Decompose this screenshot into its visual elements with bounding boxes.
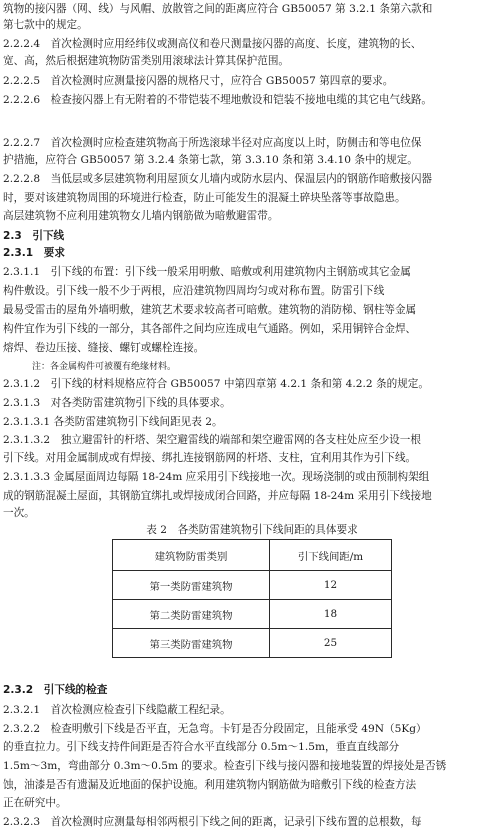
text-line: 筑物的接闪器（网、线）与风帽、放散管之间的距离应符合 GB50057 第 3.2.1 条第六款和 — [3, 3, 433, 15]
text-line: 2.3.1.3.1 各类防雷建筑物引下线间距见表 2。 — [3, 416, 223, 428]
text-line: 护措施，应符合 GB50057 第 3.2.4 条第七款，第 3.3.10 条和第 3.4.10 条中的规定。 — [3, 154, 418, 166]
table-header-cell: 建筑物防雷类别 — [113, 540, 270, 571]
text-line: 引下线。对用金属制成或有焊接、绑扎连接钢筋网的杆塔、支柱，宜利用其作为引下线。 — [3, 452, 417, 464]
table-cell: 18 — [270, 600, 392, 629]
text-line: 时，要对该建筑物周围的环境进行检查，防止可能发生的混凝土碎块坠落等事故隐患。 — [3, 192, 406, 204]
text-line: 宽、高，然后根据建筑物防雷类别用滚球法计算其保护范围。 — [3, 55, 290, 67]
table-header-cell: 引下线间距/m — [270, 540, 392, 571]
text-line: 2.3.2.1 首次检测应检查引下线隐蔽工程纪录。 — [3, 704, 231, 716]
table-cell: 第三类防雷建筑物 — [113, 629, 270, 658]
text-line: 2.3.1.1 引下线的布置：引下线一般采用明敷、暗敷或利用建筑物内主钢筋或其它金属 — [3, 266, 411, 278]
text-line: 第七款中的规定。 — [3, 19, 88, 31]
text-line: 正在研究中。 — [3, 797, 67, 809]
table-caption: 表 2 各类防雷建筑物引下线间距的具体要求 — [146, 524, 358, 536]
text-line: 高层建筑物不应利用建筑物女儿墙内钢筋做为暗敷避雷带。 — [3, 210, 279, 222]
table-cell: 25 — [270, 629, 392, 658]
table-row — [113, 629, 392, 658]
text-line: 2.2.2.8 当低层或多层建筑物利用屋顶女儿墙内或防水层内、保温层内的钢筋作暗敷接闪器 — [3, 173, 433, 185]
table-row — [113, 571, 392, 600]
table-cell: 12 — [270, 571, 392, 600]
text-line: 2.3.2.2 检查明敷引下线是否平直，无急弯。卡钉是否分段固定，且能承受 49N（5Kg） — [3, 723, 427, 735]
text-line: 熔焊、卷边压接、缝接、螺钉或螺栓连接。 — [3, 342, 205, 354]
table-row — [113, 600, 392, 629]
text-line: 构件宜作为引下线的一部分，其各部件之间均应连成电气通路。例如，采用铜锌合金焊、 — [3, 323, 417, 335]
text-line: 2.2.2.7 首次检测时应检查建筑物高于所选滚球半径对应高度以上时，防侧击和等电位保 — [3, 137, 422, 149]
table-header-row — [113, 540, 392, 571]
text-line: 最易受雷击的屋角外墙明敷，建筑艺术要求较高者可暗敷。建筑物的消防梯、钢柱等金属 — [3, 304, 417, 316]
subsection-heading: 2.3.2 引下线的检查 — [3, 684, 108, 696]
text-line: 2.3.2.3 首次检测时应测量每相邻两根引下线之间的距离，记录引下线布置的总根数，每 — [3, 816, 422, 828]
text-line: 2.2.2.6 检查接闪器上有无附着的不带铠装不埋地敷设和铠装不接地电缆的其它电气线路。 — [3, 94, 433, 106]
text-line: 的垂直拉力。引下线支持件间距是否符合水平直线部分 0.5m～1.5m，垂直直线部分 — [3, 741, 400, 753]
text-line: 1.5m～3m，弯曲部分 0.3m～0.5m 的要求。检查引下线与接闪器和接地装置的焊接处是否锈 — [3, 760, 447, 772]
note-text: 注：各金属构件可被覆有绝缘材料。 — [32, 362, 177, 372]
text-line: 2.2.2.5 首次检测时应测量接闪器的规格尺寸，应符合 GB50057 第四章的要求。 — [3, 75, 394, 87]
text-line: 蚀，油漆是否有遗漏及近地面的保护设施。利用建筑物内钢筋做为暗敷引下线的检查方法 — [3, 779, 417, 791]
text-line: 构件敷设。引下线一般不少于两根，应沿建筑物四周均匀或对称布置。防雷引下线 — [3, 285, 385, 297]
text-line: 成的钢筋混凝土屋面，其钢筋宜绑扎或焊接成闭合回路，并应每隔 18-24m 采用引下线接地 — [3, 490, 432, 502]
subsection-heading: 2.3.1 要求 — [3, 247, 65, 259]
table-cell: 第二类防雷建筑物 — [113, 600, 270, 629]
text-line: 2.3.1.3 对各类防雷建筑物引下线的具体要求。 — [3, 397, 231, 409]
text-line: 2.3.1.3.3 金属屋面周边每隔 18-24m 应采用引下线接地一次。现场浇制的或由预制构架组 — [3, 471, 430, 483]
text-line: 2.3.1.2 引下线的材料规格应符合 GB50057 中第四章第 4.2.1 条和第 4.2.2 条的规定。 — [3, 378, 429, 390]
downconductor-spacing-table — [112, 539, 392, 658]
text-line: 一次。 — [3, 507, 35, 519]
table-cell: 第一类防雷建筑物 — [113, 571, 270, 600]
text-line: 2.3.1.3.2 独立避雷针的杆塔、架空避雷线的端部和架空避雷网的各支柱处应至少设一根 — [3, 434, 421, 446]
text-line: 2.2.2.4 首次检测时应用经纬仪或测高仪和卷尺测量接闪器的高度、长度，建筑物的长、 — [3, 38, 422, 50]
section-heading: 2.3 引下线 — [3, 230, 65, 242]
